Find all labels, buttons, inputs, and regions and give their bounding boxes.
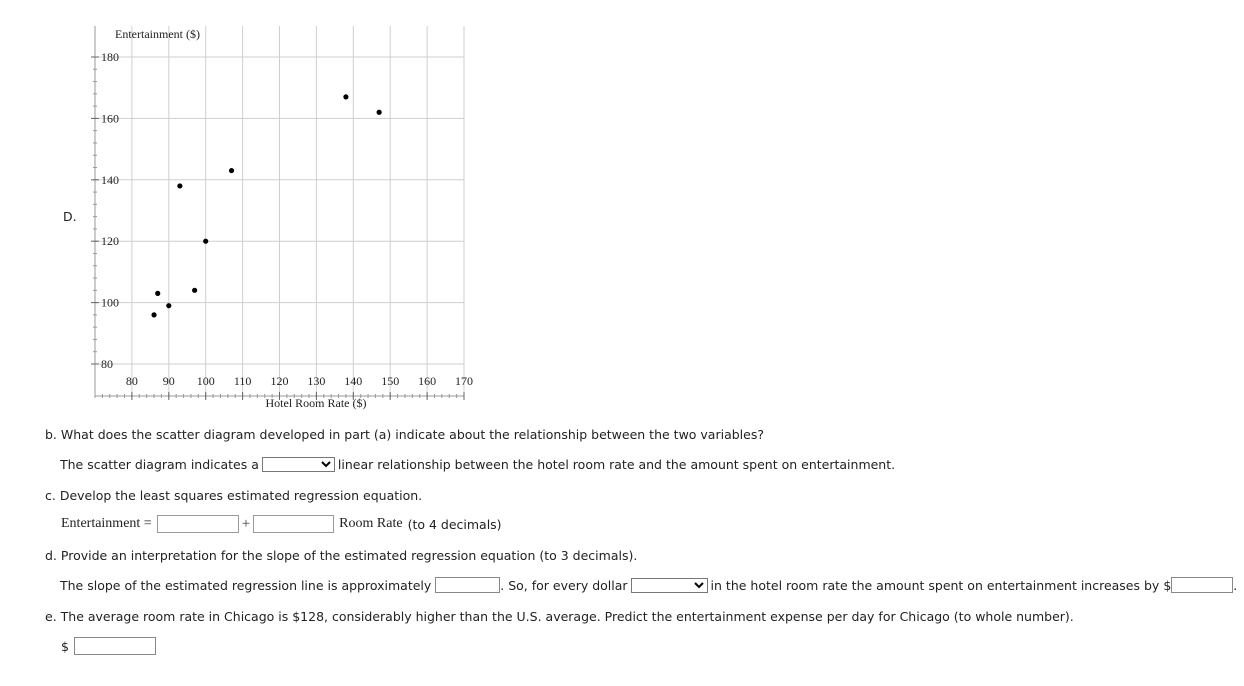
slope-coefficient-input[interactable] (253, 515, 334, 533)
regression-equation-line (61, 514, 502, 534)
data-point (203, 239, 208, 244)
part-d-prefix: The slope of the estimated regression line is approximately (60, 577, 432, 593)
data-point (177, 183, 182, 188)
data-point (151, 312, 156, 317)
plus-sign: + (241, 515, 251, 532)
chevron-down-icon (320, 458, 332, 470)
y-tick-label: 120 (101, 234, 119, 249)
part-b-question: b. What does the scatter diagram developed in part (a) indicate about the relationship between the two variables? (45, 426, 764, 442)
part-b-answer-line (60, 454, 895, 474)
chart-minor-ticks (93, 57, 464, 398)
part-e-question: e. The average room rate in Chicago is $128, considerably higher than the U.S. average. Predict the entertainment expense per day for Chicago (to whole number). (45, 608, 1074, 624)
part-d-suffix: in the hotel room rate the amount spent on entertainment increases by (710, 577, 1160, 593)
data-point (166, 303, 171, 308)
x-tick-label: 110 (233, 374, 252, 388)
y-tick-label: 180 (101, 50, 119, 64)
x-tick-label: 150 (381, 374, 400, 388)
x-tick-label: 90 (162, 374, 175, 388)
slope-interpretation-input[interactable] (435, 577, 500, 593)
y-axis-label: Entertainment ($) (115, 27, 200, 41)
relationship-select[interactable] (262, 457, 335, 472)
chevron-down-icon (693, 579, 705, 591)
dollar-sign: $ (1163, 577, 1172, 593)
data-point (343, 94, 348, 99)
equation-rhs-term: Room Rate (339, 516, 403, 531)
y-tick-label: 100 (101, 295, 119, 310)
part-b-prefix: The scatter diagram indicates a (60, 456, 259, 472)
data-point (192, 288, 197, 293)
part-d-question: d. Provide an interpretation for the slope of the estimated regression equation (to 3 decimals). (45, 547, 638, 563)
x-tick-label: 130 (307, 374, 326, 388)
direction-select[interactable] (631, 578, 708, 593)
data-point (377, 110, 382, 115)
x-tick-label: 100 (196, 374, 215, 388)
equation-lhs: Entertainment = (61, 516, 152, 531)
part-d-answer-line (60, 575, 1237, 595)
y-tick-label: 140 (101, 172, 119, 187)
part-c-question: c. Develop the least squares estimated regression equation. (45, 487, 423, 503)
part-b-suffix: linear relationship between the hotel room rate and the amount spent on entertainment. (337, 456, 896, 472)
x-tick-label: 170 (455, 374, 473, 388)
part-e-answer-line (61, 636, 159, 656)
x-tick-label: 140 (344, 374, 363, 388)
x-axis-label: Hotel Room Rate ($) (265, 396, 367, 410)
x-tick-label: 120 (270, 374, 289, 388)
y-tick-label: 80 (101, 357, 113, 371)
data-point (229, 168, 234, 173)
data-point (155, 291, 160, 296)
chart-points (151, 94, 381, 317)
option-d-label: D. (63, 209, 77, 224)
x-tick-label: 160 (418, 374, 437, 388)
sentence-period: . (1233, 577, 1238, 593)
part-d-middle: . So, for every dollar (500, 577, 628, 593)
chart-grid (95, 26, 464, 396)
dollar-sign: $ (61, 638, 69, 654)
decimals-note: (to 4 decimals) (407, 516, 502, 532)
y-tick-label: 160 (101, 111, 119, 126)
chicago-expense-input[interactable] (74, 637, 156, 655)
increase-amount-input[interactable] (1171, 577, 1233, 593)
x-tick-label: 80 (125, 374, 138, 388)
intercept-input[interactable] (157, 515, 239, 533)
